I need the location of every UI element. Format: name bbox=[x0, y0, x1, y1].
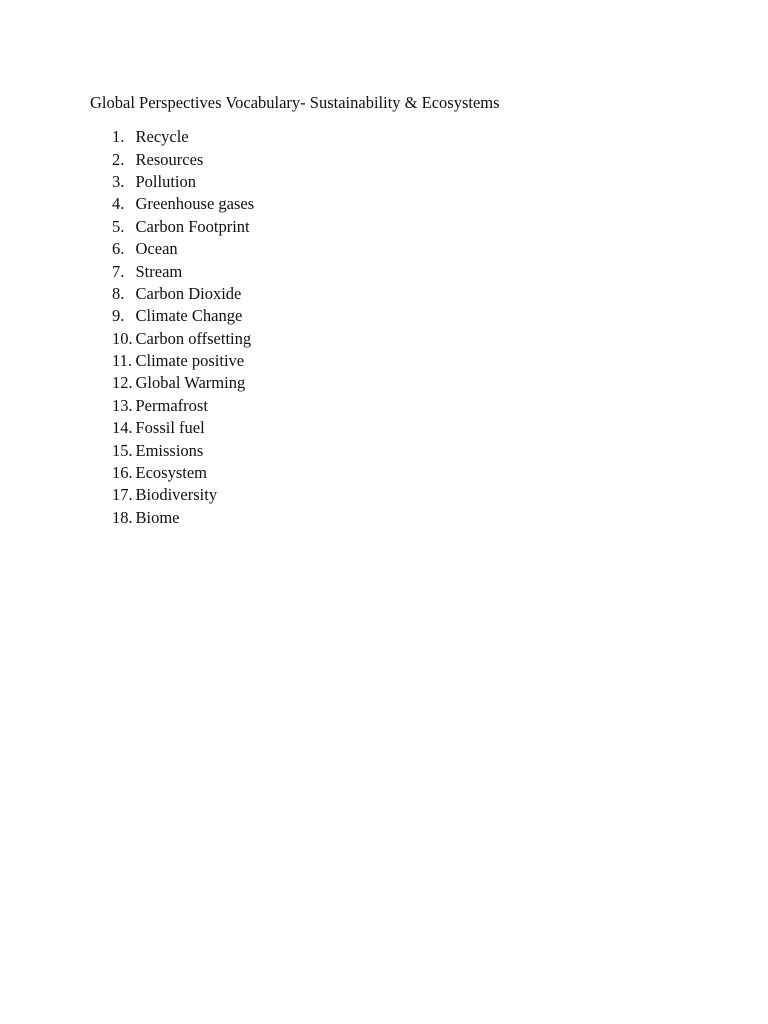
item-term: Fossil fuel bbox=[135, 418, 205, 438]
list-item bbox=[112, 283, 254, 305]
list-item bbox=[112, 193, 254, 215]
list-item bbox=[112, 507, 254, 529]
list-item bbox=[112, 439, 254, 461]
vocabulary-list bbox=[112, 126, 254, 529]
item-number: 15. bbox=[112, 440, 133, 460]
list-item bbox=[112, 126, 254, 148]
item-term: Permafrost bbox=[135, 395, 208, 415]
item-number: 1. bbox=[112, 127, 125, 147]
item-term: Ecosystem bbox=[135, 463, 207, 483]
item-term: Resources bbox=[135, 149, 204, 169]
list-item bbox=[112, 216, 254, 238]
list-item bbox=[112, 238, 254, 260]
list-item bbox=[112, 462, 254, 484]
item-number: 14. bbox=[112, 418, 133, 438]
item-term: Biodiversity bbox=[135, 485, 218, 505]
item-number: 5. bbox=[112, 216, 125, 236]
list-item bbox=[112, 171, 254, 193]
item-term: Biome bbox=[135, 507, 180, 527]
item-term: Climate positive bbox=[135, 351, 245, 371]
list-item bbox=[112, 305, 254, 327]
item-number: 17. bbox=[112, 485, 133, 505]
list-item bbox=[112, 417, 254, 439]
item-number: 7. bbox=[112, 261, 125, 281]
item-number: 9. bbox=[112, 306, 125, 326]
item-term: Pollution bbox=[135, 171, 197, 191]
list-item bbox=[112, 148, 254, 170]
list-item bbox=[112, 260, 254, 282]
item-term: Global Warming bbox=[135, 373, 246, 393]
item-term: Carbon offsetting bbox=[135, 328, 252, 348]
item-number: 6. bbox=[112, 239, 125, 259]
item-term: Emissions bbox=[135, 440, 204, 460]
item-term: Carbon Footprint bbox=[135, 216, 250, 236]
list-item bbox=[112, 350, 254, 372]
document-title: Global Perspectives Vocabulary- Sustainability & Ecosystems bbox=[90, 93, 500, 112]
item-term: Recycle bbox=[135, 127, 189, 147]
item-number: 12. bbox=[112, 373, 133, 393]
item-term: Stream bbox=[135, 261, 183, 281]
item-number: 18. bbox=[112, 507, 133, 527]
list-item bbox=[112, 484, 254, 506]
item-number: 10. bbox=[112, 328, 133, 348]
item-term: Climate Change bbox=[135, 306, 243, 326]
item-term: Carbon Dioxide bbox=[135, 283, 242, 303]
item-number: 3. bbox=[112, 171, 125, 191]
item-number: 16. bbox=[112, 463, 133, 483]
item-term: Greenhouse gases bbox=[135, 194, 255, 214]
item-number: 11. bbox=[112, 351, 133, 371]
item-number: 2. bbox=[112, 149, 125, 169]
list-item bbox=[112, 395, 254, 417]
list-item bbox=[112, 372, 254, 394]
item-number: 8. bbox=[112, 283, 125, 303]
item-number: 4. bbox=[112, 194, 125, 214]
list-item bbox=[112, 328, 254, 350]
item-term: Ocean bbox=[135, 239, 178, 259]
item-number: 13. bbox=[112, 395, 133, 415]
